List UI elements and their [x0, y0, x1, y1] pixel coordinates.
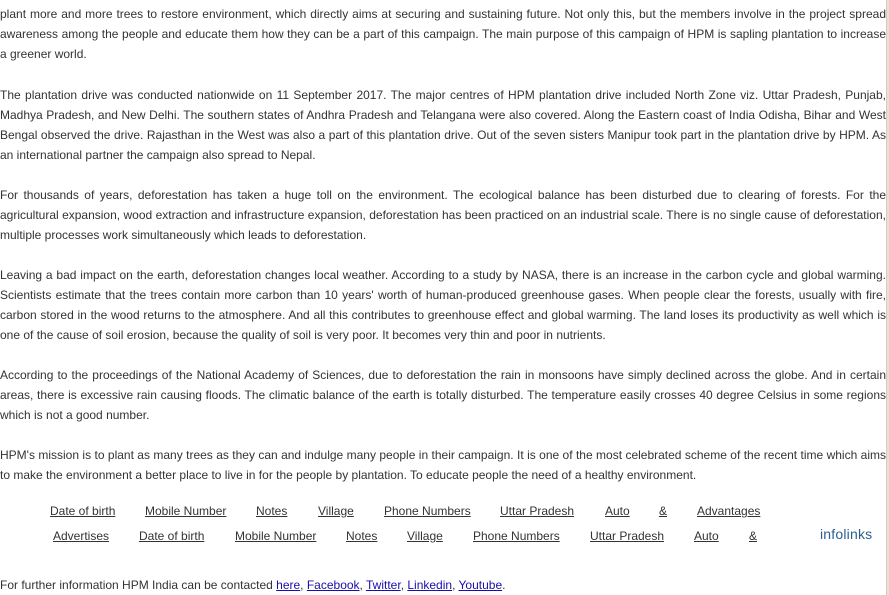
contact-separator: ,: [400, 578, 408, 592]
paragraph-climate-impact: Leaving a bad impact on the earth, deforestation changes local weather. According to a study by NASA, there is an increase in the carbon cycle and global warming. Scientists estimate that the trees contain more carbon than 10 years' worth of human-produced greenhouse gases. When people clear the forests, usually with fire, carbon stored in the wood returns to the atmosphere. And all this contributes to greenhouse effect and global warming. The land loses its productivity as well which is one of the cause of soil erosion, because the quality of soil is very poor. It becomes very thin and poor in nutrients.: [0, 268, 886, 342]
infolinks-logo[interactable]: infolinks: [820, 526, 873, 542]
ad-link-phone-numbers[interactable]: Phone Numbers: [473, 529, 560, 543]
ad-link-date-of-birth[interactable]: Date of birth: [50, 504, 116, 518]
ad-link-uttar-pradesh[interactable]: Uttar Pradesh: [500, 504, 575, 518]
paragraph-rainfall: According to the proceedings of the National Academy of Sciences, due to deforestation the rain in monsoons have simply declined across the globe. And in certain areas, there is excessive rain causing floods. The climatic balance of the earth is totally disturbed. The temperature easily crosses 40 degree Celsius in some regions which is not a good number.: [0, 368, 886, 422]
contact-separator: ,: [452, 578, 459, 592]
contact-link-twitter[interactable]: Twitter: [366, 578, 401, 592]
contact-line: [0, 575, 886, 595]
contact-link-linkedin[interactable]: Linkedin: [407, 578, 453, 592]
paragraph-mission: HPM's mission is to plant as many trees as they can and indulge many people in their campaign. It is one of the most celebrated scheme of the recent time which aims to make the environment a better place to live in for the people by plantation. To educate people the need of a healthy environment.: [0, 448, 886, 482]
contact-prefix: For further information HPM India can be contacted: [0, 578, 277, 592]
ad-link-date-of-birth[interactable]: Date of birth: [139, 529, 205, 543]
contact-separator: ,: [300, 578, 307, 592]
ad-link-phone-numbers[interactable]: Phone Numbers: [384, 504, 471, 518]
contact-link-here[interactable]: here: [276, 578, 301, 592]
ad-link-advertises[interactable]: Advertises: [53, 529, 110, 543]
paragraph-deforestation: For thousands of years, deforestation has taken a huge toll on the environment. The ecological balance has been disturbed due to clearing of forests. For the agricultural expansion, wood extraction and infrastructure expansion, deforestation has been practiced on an industrial scale. There is no single cause of deforestation, multiple processes work simultaneously which leads to deforestation.: [0, 188, 886, 242]
ad-link-advantages[interactable]: Advantages: [697, 504, 761, 518]
paragraph-intro: plant more and more trees to restore environment, which directly aims at securing and sustaining future. Not only this, but the members involve in the project spread awareness among the people and educate them how they can be a part of this campaign. The main purpose of this campaign of HPM is sapling plantation to increase a greener world.: [0, 7, 886, 61]
contact-suffix: .: [502, 578, 506, 592]
page-right-border-line: [886, 0, 887, 595]
ad-links-row-1: [0, 501, 800, 521]
ad-link-mobile-number[interactable]: Mobile Number: [145, 504, 227, 518]
contact-link-facebook[interactable]: Facebook: [306, 578, 360, 592]
contact-link-youtube[interactable]: Youtube: [458, 578, 503, 592]
ad-link-village[interactable]: Village: [318, 504, 354, 518]
ad-link-ampersand[interactable]: &: [659, 504, 668, 518]
ad-link-mobile-number[interactable]: Mobile Number: [235, 529, 317, 543]
ad-links-row-2: [0, 526, 800, 546]
ad-link-notes[interactable]: Notes: [256, 504, 288, 518]
ad-link-village[interactable]: Village: [407, 529, 443, 543]
ad-link-uttar-pradesh[interactable]: Uttar Pradesh: [590, 529, 665, 543]
ad-link-notes[interactable]: Notes: [346, 529, 378, 543]
ad-link-auto[interactable]: Auto: [605, 504, 630, 518]
paragraph-plantation-drive: The plantation drive was conducted nationwide on 11 September 2017. The major centres of HPM plantation drive included North Zone viz. Uttar Pradesh, Punjab, Madhya Pradesh, and New Delhi. The southern states of Andhra Pradesh and Telangana were also covered. Along the Eastern coast of India Odisha, Bihar and West Bengal observed the drive. Rajasthan in the West was also a part of this plantation drive. Out of the seven sisters Manipur took part in the plantation drive by HPM. As an international partner the campaign also spread to Nepal.: [0, 88, 886, 162]
ad-link-auto[interactable]: Auto: [694, 529, 719, 543]
contact-separator: ,: [359, 578, 366, 592]
ad-link-ampersand[interactable]: &: [749, 529, 758, 543]
